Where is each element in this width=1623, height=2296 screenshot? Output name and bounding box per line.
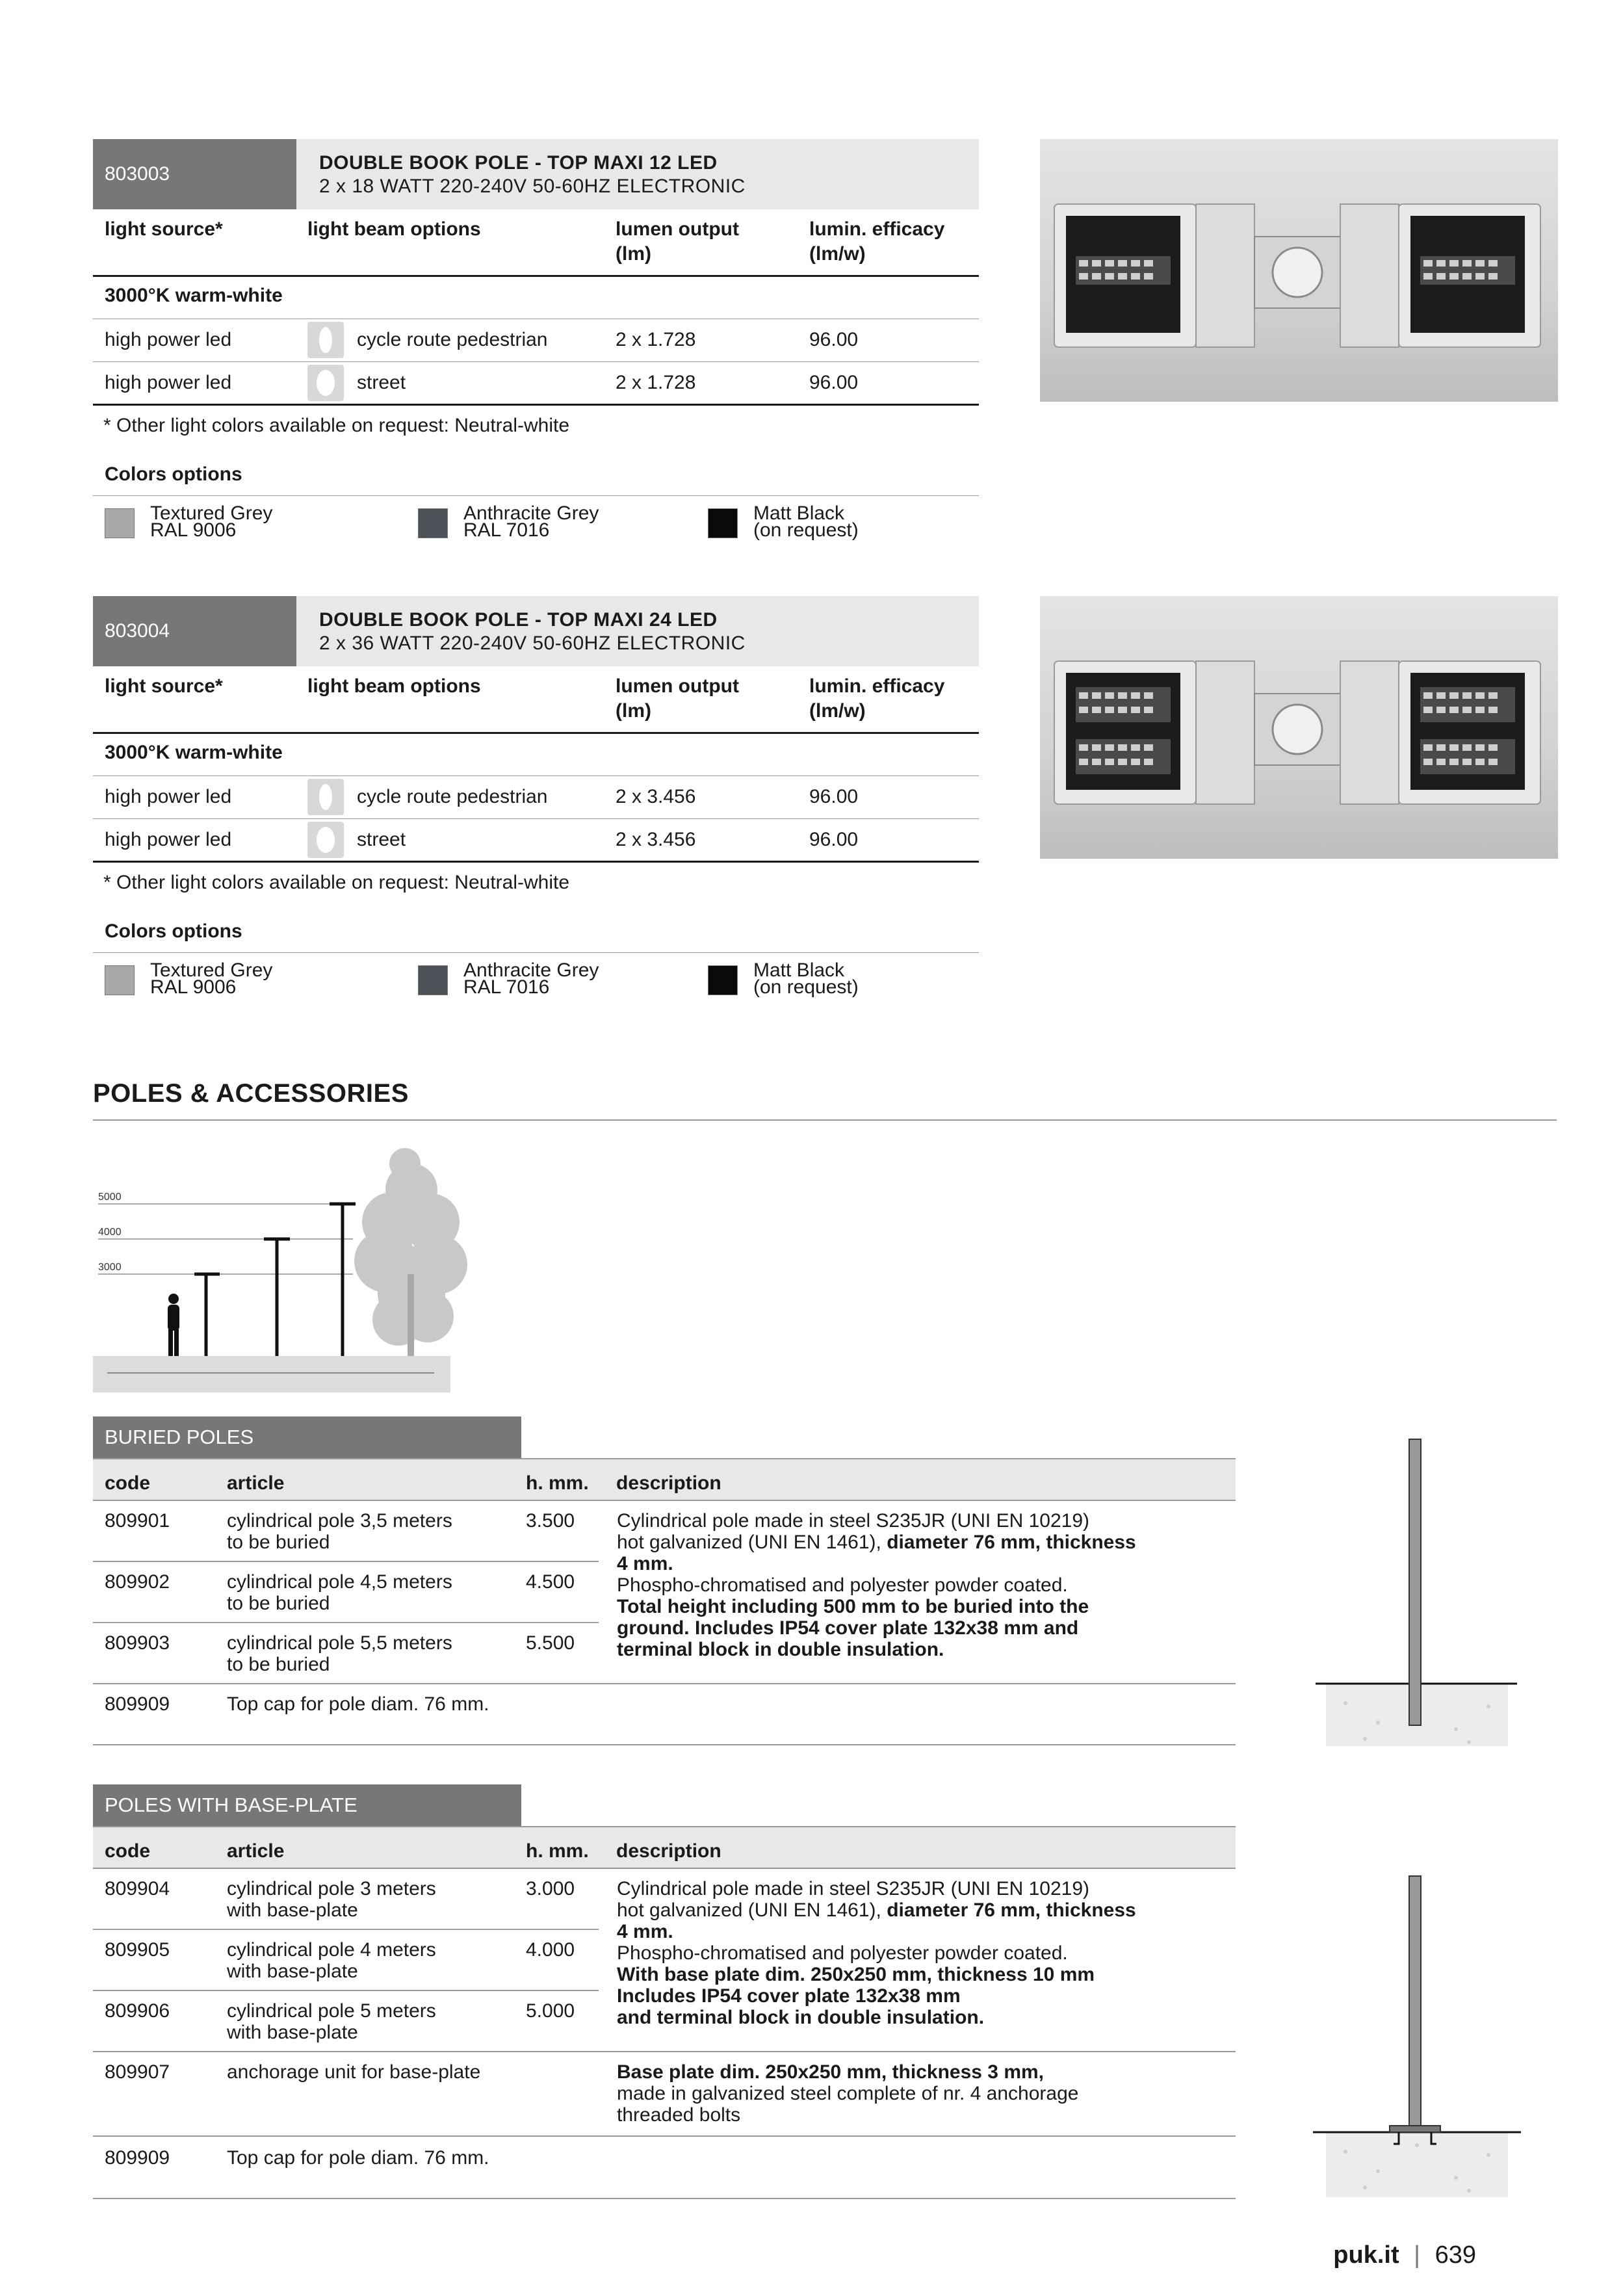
color-label: Matt Black [753,959,845,981]
desc-line: Base plate dim. 250x250 mm, thickness 3 mm, [617,2061,1044,2083]
col-light-source: light source* [105,675,223,697]
page-footer [1333,2241,1476,2269]
luminaire-illustration [1040,139,1558,402]
beam-option: street [357,829,406,850]
page-number: 639 [1435,2241,1476,2269]
light-source: high power led [105,829,232,850]
row-divider [93,1561,599,1562]
product-block-803004 [93,596,979,1006]
article-line2: with base-plate [227,1961,358,1982]
col-height: h. mm. [526,1472,589,1494]
row-divider [93,2051,1236,2052]
divider [93,861,979,863]
article: cylindrical pole 5,5 meters [227,1632,452,1654]
product-title: DOUBLE BOOK POLE - TOP MAXI 24 LED [319,609,718,631]
height-label: 3000 [98,1262,122,1273]
col-beam: light beam options [307,218,481,240]
color-label: Textured Grey [150,959,273,981]
divider [93,275,979,277]
lumen-efficacy: 96.00 [809,786,859,807]
code: 809909 [105,1693,170,1715]
light-source: high power led [105,786,232,807]
product-header [93,596,979,666]
divider [93,361,979,362]
divider [93,732,979,734]
color-temp-group: 3000°K warm-white [105,742,283,763]
desc-line: 4 mm. [617,1553,673,1574]
swatch-textured-grey [105,508,135,538]
desc-line [617,1899,1136,1922]
color-temp-group: 3000°K warm-white [105,285,283,306]
col-height: h. mm. [526,1840,589,1862]
lumen-efficacy: 96.00 [809,372,859,393]
beam-pedestrian-icon [307,779,344,815]
article-line2: with base-plate [227,1899,358,1921]
product-header [93,139,979,209]
table-title: BURIED POLES [93,1416,521,1458]
lumen-efficacy: 96.00 [809,329,859,350]
product-subtitle: 2 x 36 WATT 220-240V 50-60HZ ELECTRONIC [319,633,746,654]
code: 809906 [105,2000,170,2022]
col-lumen-unit: (lm) [616,700,651,722]
col-description: description [616,1840,721,1862]
col-code: code [105,1472,151,1494]
brand-name: puk.it [1333,2241,1399,2269]
height: 5.500 [526,1632,575,1654]
color-code: RAL 7016 [463,519,550,541]
col-lumen: lumen output [616,675,739,697]
table-header [93,1826,1236,1869]
product-title: DOUBLE BOOK POLE - TOP MAXI 12 LED [319,152,718,174]
row-divider [93,1744,1236,1745]
article: cylindrical pole 5 meters [227,2000,436,2022]
height: 4.000 [526,1939,575,1961]
product-code: 803003 [93,139,296,209]
color-label: Anthracite Grey [463,959,599,981]
buried-poles-table [93,1416,1236,1748]
product-subtitle: 2 x 18 WATT 220-240V 50-60HZ ELECTRONIC [319,176,746,197]
footer-separator: | [1414,2241,1421,2269]
color-code: (on request) [753,519,859,541]
code: 809901 [105,1510,170,1532]
article-line2: to be buried [227,1654,330,1675]
desc-line: Cylindrical pole made in steel S235JR (UNI EN 10219) [617,1878,1090,1899]
code: 809907 [105,2061,170,2083]
row-divider [93,2135,1236,2137]
tree-illustration [354,1148,467,1378]
colors-title: Colors options [105,463,242,485]
light-source: high power led [105,372,232,393]
col-efficacy: lumin. efficacy [809,675,945,697]
color-code: RAL 9006 [150,976,237,998]
col-efficacy: lumin. efficacy [809,218,945,240]
height: 5.000 [526,2000,575,2022]
col-light-source: light source* [105,218,223,240]
col-article: article [227,1840,285,1862]
divider [93,404,979,406]
desc-line: 4 mm. [617,1921,673,1942]
table-title: POLES WITH BASE-PLATE [93,1784,521,1826]
height: 4.500 [526,1571,575,1593]
article: cylindrical pole 4 meters [227,1939,436,1961]
article: Top cap for pole diam. 76 mm. [227,1693,489,1715]
desc-line: Includes IP54 cover plate 132x38 mm [617,1985,961,2007]
col-beam: light beam options [307,675,481,697]
col-efficacy-unit: (lm/w) [809,243,866,265]
beam-street-icon [307,822,344,858]
row-divider [93,1683,1236,1684]
color-code: RAL 9006 [150,519,237,541]
color-note: * Other light colors available on request: Neutral-white [103,872,570,893]
product-photo-803003 [1040,139,1558,402]
divider [93,952,979,953]
swatch-matt-black [708,965,738,995]
baseplate-poles-table [93,1784,1236,2200]
desc-text: hot galvanized (UNI EN 1461), [617,1532,887,1553]
luminaire-illustration [1040,596,1558,859]
col-article: article [227,1472,285,1494]
col-description: description [616,1472,721,1494]
pole-height-diagram [93,1144,470,1417]
beam-option: cycle route pedestrian [357,329,548,350]
beam-pedestrian-icon [307,322,344,358]
row-divider [93,1990,599,1991]
desc-bold: diameter 76 mm, thickness [887,1899,1136,1921]
section-title: POLES & ACCESSORIES [93,1079,409,1108]
article-line2: to be buried [227,1532,330,1553]
code: 809903 [105,1632,170,1654]
person-silhouette [168,1294,179,1357]
article: cylindrical pole 4,5 meters [227,1571,452,1593]
desc-line [617,1532,1136,1554]
code: 809902 [105,1571,170,1593]
swatch-anthracite-grey [418,965,448,995]
desc-line: Phospho-chromatised and polyester powder coated. [617,1942,1068,1964]
lumen-output: 2 x 1.728 [616,329,696,350]
desc-line: threaded bolts [617,2104,741,2126]
article: Top cap for pole diam. 76 mm. [227,2147,489,2169]
product-photo-803004 [1040,596,1558,859]
table-header [93,1458,1236,1501]
code: 809905 [105,1939,170,1961]
article: anchorage unit for base-plate [227,2061,481,2083]
lumen-output: 2 x 1.728 [616,372,696,393]
article-line2: with base-plate [227,2022,358,2043]
lumen-output: 2 x 3.456 [616,786,696,807]
color-label: Matt Black [753,502,845,524]
color-label: Textured Grey [150,502,273,524]
baseplate-pole-drawing [1306,1872,1527,2210]
height: 3.500 [526,1510,575,1532]
col-efficacy-unit: (lm/w) [809,700,866,722]
color-note: * Other light colors available on request: Neutral-white [103,415,570,436]
color-code: RAL 7016 [463,976,550,998]
col-lumen: lumen output [616,218,739,240]
desc-line: and terminal block in double insulation. [617,2007,985,2028]
beam-option: street [357,372,406,393]
article: cylindrical pole 3 meters [227,1878,436,1899]
desc-line: terminal block in double insulation. [617,1639,944,1660]
color-code: (on request) [753,976,859,998]
lumen-output: 2 x 3.456 [616,829,696,850]
light-source: high power led [105,329,232,350]
divider [93,818,979,819]
beam-option: cycle route pedestrian [357,786,548,807]
desc-bold: diameter 76 mm, thickness [887,1532,1136,1553]
height-label: 5000 [98,1192,122,1203]
code: 809904 [105,1878,170,1899]
col-code: code [105,1840,151,1862]
swatch-anthracite-grey [418,508,448,538]
article-line2: to be buried [227,1593,330,1614]
product-code: 803004 [93,596,296,666]
row-divider [93,1622,599,1623]
buried-pole-drawing [1306,1437,1527,1762]
section-divider [93,1119,1557,1121]
colors-title: Colors options [105,920,242,942]
desc-line: Total height including 500 mm to be buried into the [617,1596,1089,1617]
desc-line: ground. Includes IP54 cover plate 132x38 mm and [617,1617,1079,1639]
height: 3.000 [526,1878,575,1899]
desc-text: hot galvanized (UNI EN 1461), [617,1899,887,1921]
row-divider [93,2198,1236,2199]
desc-line: With base plate dim. 250x250 mm, thickness 10 mm [617,1964,1095,1985]
color-label: Anthracite Grey [463,502,599,524]
lumen-efficacy: 96.00 [809,829,859,850]
product-block-803003 [93,139,979,549]
row-divider [93,1929,599,1930]
swatch-textured-grey [105,965,135,995]
swatch-matt-black [708,508,738,538]
article: cylindrical pole 3,5 meters [227,1510,452,1532]
code: 809909 [105,2147,170,2169]
desc-line: made in galvanized steel complete of nr. 4 anchorage [617,2083,1079,2104]
col-lumen-unit: (lm) [616,243,651,265]
beam-street-icon [307,365,344,401]
desc-line: Cylindrical pole made in steel S235JR (UNI EN 10219) [617,1510,1090,1532]
divider [93,495,979,496]
desc-line: Phospho-chromatised and polyester powder coated. [617,1574,1068,1596]
height-label: 4000 [98,1227,122,1238]
